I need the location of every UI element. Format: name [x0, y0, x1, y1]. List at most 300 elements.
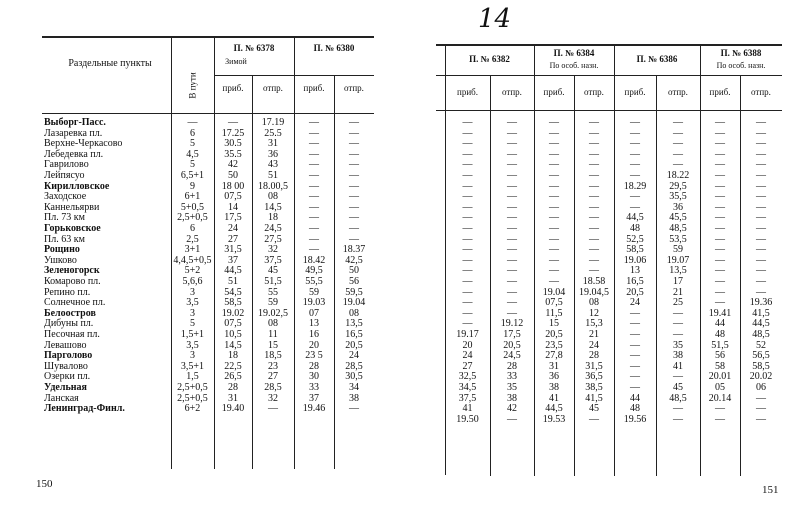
arr-6388-value: 20.01 [708, 371, 732, 383]
dep-6384-value: 28 [589, 350, 599, 362]
dep-6378-value: 36 [268, 148, 278, 160]
train-6384-header: П. № 6384 [553, 48, 595, 58]
dep-6382-value: — [507, 276, 517, 287]
arr-6388-value: — [715, 159, 725, 171]
dep-6378-value: 28,5 [264, 382, 282, 393]
arr-6388-value: 20.14 [708, 392, 732, 404]
arr-6384-value: 23,5 [545, 339, 563, 351]
in-way-value: 6+1 [184, 191, 201, 203]
arr-6388-value: — [715, 170, 725, 181]
dep-header-6378: отпр. [263, 83, 283, 93]
arr-6384-value: 15 [549, 318, 559, 330]
left-page-number: 150 [36, 478, 53, 490]
station-name: Репино пл. [44, 286, 91, 298]
dep-6378-value: 11 [268, 329, 278, 340]
station-name: Озерки пл. [44, 371, 91, 383]
in-way-value: 6 [190, 127, 195, 139]
dep-6388-value: 20.02 [749, 371, 773, 383]
dep-6382-value: 17,5 [503, 329, 521, 340]
arr-6386-value: 52,5 [626, 233, 644, 245]
arr-6386-value: 18.29 [623, 180, 647, 192]
arr-6378-value: 50 [228, 170, 238, 181]
arr-6388-value: — [715, 286, 725, 298]
arr-6378-value: 10,5 [224, 329, 242, 340]
arr-6382-value: 32,5 [458, 371, 477, 383]
arr-6382-value: — [462, 159, 473, 171]
arr-6388-value: 44 [715, 318, 725, 330]
arr-6384-value: — [549, 138, 559, 150]
arr-6380-value: — [309, 212, 319, 224]
station-name: Ленинград-Финл. [44, 403, 125, 415]
dep-6386-value: 21 [673, 286, 683, 298]
station-name: Ланская [44, 392, 79, 404]
arr-6378-value: 22,5 [224, 360, 242, 372]
dep-6380-value: 50 [349, 265, 359, 277]
dep-6386-value: 18.22 [666, 170, 690, 181]
in-way-value: 3 [190, 286, 195, 298]
dep-6382-value: — [507, 191, 517, 203]
dep-6388-value: — [756, 148, 766, 160]
dep-6388-value: 06 [756, 382, 766, 393]
station-name: Заходское [44, 191, 87, 203]
in-way-value: 3,5 [186, 297, 199, 309]
arr-6378-value: 19.40 [221, 403, 245, 415]
station-name: Гаврилово [44, 159, 89, 171]
arr-6378-value: — [228, 117, 238, 128]
arr-6386-value: — [630, 159, 640, 171]
dep-6382-value: — [507, 244, 517, 256]
dep-6384-value: — [589, 201, 599, 213]
dep-6378-value: 55 [268, 286, 278, 298]
arr-6378-value: 17.25 [221, 127, 245, 139]
arr-6380-value: 07 [309, 307, 319, 319]
station-name: Дибуны пл. [44, 318, 94, 330]
arr-6378-value: 35.5 [224, 148, 242, 160]
arr-6378-value: 42 [228, 159, 238, 171]
arr-6378-value: 28 [228, 382, 238, 393]
arr-6384-value: 19.53 [542, 413, 566, 425]
station-name: Кирилловское [44, 180, 110, 192]
dep-6384-value: 36,5 [585, 371, 603, 383]
dep-6378-value: — [268, 403, 278, 415]
arr-6384-value: 38 [549, 382, 559, 393]
dep-6380-value: — [349, 127, 359, 139]
dep-6388-value: — [756, 138, 766, 150]
dep-6380-value: 38 [349, 392, 359, 404]
arr-6386-value: 58,5 [626, 244, 644, 256]
dep-6380-value: 24 [349, 350, 359, 362]
dep-6382-value: 33 [507, 371, 517, 383]
dep-6378-value: 27,5 [264, 233, 282, 245]
arr-6378-value: 30.5 [224, 138, 242, 150]
dep-6382-value: 24,5 [503, 350, 521, 362]
arr-6384-value: — [549, 244, 559, 256]
dep-6386-value: 36 [673, 201, 683, 213]
arr-6382-value: — [462, 307, 473, 319]
dep-6388-value: — [756, 392, 766, 404]
arr-6388-value: — [715, 191, 725, 203]
train-6382-header: П. № 6382 [469, 54, 510, 64]
dep-6388-value: — [756, 170, 766, 181]
in-way-value: — [187, 117, 198, 128]
dep-6378-value: 43 [268, 159, 278, 171]
arr-6386-value: — [630, 360, 640, 372]
dep-6382-value: — [507, 233, 517, 245]
dep-6378-value: 37,5 [264, 254, 282, 266]
arr-6382-value: — [462, 254, 473, 266]
dep-6386-value: — [673, 318, 683, 330]
arr-6382-value: — [462, 244, 473, 256]
handwritten-mark: 14 [478, 4, 512, 34]
dep-6382-value: — [507, 159, 517, 171]
dep-6386-value: 17 [673, 276, 683, 287]
arr-6380-value: 30 [309, 371, 319, 383]
arr-6378-value: 07,5 [224, 318, 242, 330]
arr-6386-value: 44,5 [626, 212, 644, 224]
dep-6384-value: — [589, 223, 599, 234]
arr-6380-value: — [309, 180, 319, 192]
in-way-value: 2,5+0,5 [177, 212, 208, 224]
dep-6380-value: — [349, 233, 359, 245]
train-6384-note: По особ. назн. [549, 61, 599, 70]
dep-6384-value: 18.58 [582, 276, 606, 287]
dep-6378-value: 23 [268, 360, 278, 372]
arr-6380-value: — [309, 233, 319, 245]
dep-6388-value: 56,5 [752, 350, 770, 362]
arr-6386-value: — [630, 350, 640, 362]
arr-6388-value: — [715, 244, 725, 256]
arr-6386-value: 20,5 [626, 286, 644, 298]
dep-6384-value: 45 [589, 403, 599, 415]
dep-header-6388: отпр. [751, 87, 771, 97]
dep-6380-value: 20,5 [345, 339, 363, 351]
arr-6382-value: — [462, 265, 473, 277]
arr-6382-value: 41 [462, 403, 473, 415]
dep-6382-value: — [507, 180, 517, 192]
dep-6384-value: — [589, 265, 599, 277]
arr-6384-value: 44,5 [545, 403, 563, 415]
arr-6384-value: — [549, 212, 559, 224]
dep-6386-value: 35,5 [669, 191, 687, 203]
dep-6384-value: 08 [589, 297, 599, 309]
arr-header-6382: приб. [457, 87, 478, 97]
arr-6380-value: 23 5 [305, 350, 323, 362]
in-way-value: 1,5+1 [180, 329, 205, 340]
arr-6378-value: 18 00 [221, 180, 245, 192]
arr-6386-value: 13 [630, 265, 640, 277]
arr-6382-value: — [462, 180, 473, 192]
arr-6380-value: 49,5 [305, 265, 323, 277]
dep-6386-value: — [673, 413, 683, 425]
dep-6378-value: 27 [268, 371, 278, 383]
arr-6380-value: 19.03 [302, 297, 326, 309]
dep-6388-value: 44,5 [752, 318, 770, 330]
dep-6380-value: — [349, 148, 359, 160]
arr-6378-value: 14,5 [224, 339, 242, 351]
arr-6378-value: 54,5 [224, 286, 242, 298]
arr-6382-value: — [462, 127, 473, 139]
arr-6384-value: — [549, 223, 559, 234]
dep-6382-value: — [507, 148, 517, 160]
arr-6384-value: — [549, 254, 559, 266]
station-name: Ушково [44, 254, 77, 266]
arr-6378-value: 14 [228, 201, 238, 213]
arr-6384-value: 19.04 [542, 286, 566, 298]
arr-6384-value: — [549, 148, 559, 160]
dep-6386-value: — [673, 127, 683, 139]
dep-6378-value: 08 [268, 318, 278, 330]
dep-6382-value: 28 [507, 360, 517, 372]
dep-6380-value: 56 [349, 276, 359, 287]
dep-6386-value: 25 [673, 297, 683, 309]
arr-6384-value: 41 [549, 392, 559, 404]
station-name: Парголово [44, 350, 93, 362]
dep-6384-value: 24 [589, 339, 599, 351]
dep-6380-value: — [349, 201, 359, 213]
arr-6388-value: — [715, 212, 725, 224]
arr-6380-value: 16 [309, 329, 319, 340]
right-header-bottom-rule [436, 110, 782, 111]
arr-6388-value: — [715, 233, 725, 245]
dep-6388-value: — [756, 127, 766, 139]
station-name: Горьковское [44, 223, 101, 234]
arr-6378-value: 51 [228, 276, 238, 287]
dep-6384-value: — [589, 191, 599, 203]
arr-6388-value: 48 [715, 329, 725, 340]
arr-6382-value: 20 [462, 339, 473, 351]
arr-6388-value: — [715, 254, 725, 266]
dep-6386-value: — [673, 159, 683, 171]
arr-header-6380: приб. [303, 83, 325, 93]
train-6388-note: По особ. назн. [716, 61, 766, 70]
arr-6386-value: 48 [630, 223, 640, 234]
arr-6384-value: — [549, 127, 559, 139]
dep-6388-value: — [756, 159, 766, 171]
dep-6388-value: — [756, 254, 766, 266]
arr-6380-value: 28 [309, 360, 319, 372]
arr-6380-value: — [309, 170, 319, 181]
dep-6378-value: 25.5 [264, 127, 282, 139]
arr-6382-value: — [462, 117, 473, 128]
dep-6388-value: 19.36 [749, 297, 773, 309]
arr-6386-value: — [630, 201, 640, 213]
station-name: Каннельярви [44, 201, 100, 213]
arr-6378-value: 37 [228, 254, 238, 266]
dep-6382-value: — [507, 223, 517, 234]
dep-6388-value: 48,5 [752, 329, 770, 340]
dep-6378-value: 19.02,5 [258, 307, 288, 319]
dep-6380-value: 08 [349, 307, 359, 319]
dep-6380-value: 18.37 [342, 244, 366, 256]
arr-6382-value: 34,5 [458, 382, 477, 393]
dep-6380-value: 28,5 [345, 360, 363, 372]
arr-6384-value: — [549, 191, 559, 203]
in-way-value: 4,4,5+0,5 [173, 254, 212, 266]
dep-6386-value: 45 [673, 382, 683, 393]
dep-header-6380: отпр. [344, 83, 364, 93]
arr-header-6384: приб. [543, 87, 565, 97]
arr-6384-value: — [549, 265, 559, 277]
arr-6378-value: 26,5 [224, 371, 242, 383]
dep-6380-value: 59,5 [345, 286, 363, 298]
dep-6386-value: 38 [673, 350, 683, 362]
dep-6388-value: — [756, 233, 766, 245]
in-way-value: 2,5+0,5 [177, 382, 208, 393]
arr-6382-value: — [462, 170, 473, 181]
dep-6378-value: 18,5 [264, 350, 282, 362]
train-6386-header: П. № 6386 [636, 54, 678, 64]
arr-6384-value: — [549, 170, 559, 181]
arr-6386-value: — [630, 148, 640, 160]
dep-6388-value: 52 [756, 339, 766, 351]
in-way-value: 3 [190, 307, 195, 319]
dep-6382-value: — [507, 170, 517, 181]
dep-6384-value: — [589, 148, 599, 160]
dep-6378-value: 24,5 [264, 223, 282, 234]
arr-6378-value: 44,5 [224, 265, 242, 277]
in-way-header: В пути [187, 72, 198, 99]
arr-6388-value: — [715, 138, 725, 150]
station-name: Пл. 73 км [44, 212, 85, 224]
station-name: Лазаревка пл. [44, 127, 103, 139]
arr-6378-value: 31,5 [224, 244, 242, 256]
in-way-value: 1,5 [186, 371, 199, 383]
arr-6388-value: — [715, 127, 725, 139]
in-way-value: 3,5+1 [180, 360, 205, 372]
station-name: Белоостров [44, 307, 96, 319]
train-6378-note: Зимой [225, 57, 247, 66]
dep-6380-value: — [349, 170, 359, 181]
dep-6382-value: 20,5 [503, 339, 521, 351]
arr-6384-value: — [549, 159, 559, 171]
arr-6380-value: — [309, 159, 319, 171]
in-way-value: 3+1 [184, 244, 201, 256]
arr-6388-value: — [715, 117, 725, 128]
in-way-value: 5 [190, 138, 195, 150]
dep-6386-value: — [673, 403, 683, 415]
arr-6386-value: — [630, 318, 640, 330]
dep-6382-value: — [507, 201, 517, 213]
dep-6380-value: 16,5 [345, 329, 363, 340]
arr-6380-value: 19.46 [302, 403, 326, 415]
arr-6388-value: — [715, 180, 725, 192]
dep-6378-value: 18 [268, 212, 278, 224]
dep-6384-value: — [589, 180, 599, 192]
dep-6378-value: 15 [268, 339, 278, 351]
dep-6382-value: 19.12 [500, 318, 524, 330]
dep-6382-value: 38 [507, 392, 517, 404]
in-way-value: 9 [190, 180, 195, 192]
arr-6386-value: 24 [630, 297, 640, 309]
dep-6386-value: — [673, 138, 683, 150]
arr-6384-value: — [549, 117, 559, 128]
arr-6380-value: — [309, 191, 319, 203]
dep-6386-value: 48,5 [669, 223, 687, 234]
dep-6384-value: — [589, 170, 599, 181]
dep-6388-value: 58,5 [752, 360, 770, 372]
station-name: Лейпясуо [44, 170, 85, 181]
arr-6388-value: 19.41 [708, 307, 732, 319]
arr-6382-value: — [462, 297, 473, 309]
arr-6386-value: — [630, 329, 640, 340]
arr-6382-value: — [462, 276, 473, 287]
station-name: Лебедевка пл. [44, 148, 104, 160]
arr-6386-value: — [630, 117, 640, 128]
dep-6384-value: — [589, 138, 599, 150]
station-name: Выборг-Пасс. [44, 117, 106, 128]
dep-6380-value: 42,5 [345, 254, 363, 266]
arr-6382-value: 27 [462, 360, 473, 372]
dep-6380-value: — [349, 191, 359, 203]
right-top-rule [436, 44, 782, 46]
arr-6380-value: 55,5 [305, 276, 323, 287]
dep-6382-value: 35 [507, 382, 517, 393]
arr-6386-value: — [630, 127, 640, 139]
station-name: Песочная пл. [44, 329, 100, 340]
dep-6386-value: 19.07 [666, 254, 690, 266]
arr-6388-value: — [715, 201, 725, 213]
arr-6382-value: — [462, 286, 473, 298]
in-way-value: 6+2 [184, 403, 201, 415]
arr-6382-value: 24 [462, 350, 473, 362]
dep-6386-value: — [673, 371, 683, 383]
dep-6388-value: — [756, 180, 766, 192]
arr-6382-value: — [462, 138, 473, 150]
arr-header-6386: приб. [624, 87, 646, 97]
dep-6386-value: — [673, 148, 683, 160]
in-way-value: 5 [190, 159, 195, 171]
right-page-number: 151 [762, 484, 779, 496]
arr-6378-value: 27 [228, 233, 238, 245]
in-way-value: 2,5 [186, 233, 199, 245]
dep-6384-value: — [589, 254, 599, 266]
dep-6380-value: — [349, 180, 359, 192]
station-name: Зеленогорск [44, 265, 100, 277]
station-name: Рощино [44, 244, 80, 256]
dep-6378-value: 45 [268, 265, 278, 277]
dep-6380-value: — [349, 138, 359, 150]
arr-6386-value: — [630, 307, 640, 319]
dep-6382-value: — [507, 117, 517, 128]
arr-6384-value: 11,5 [545, 307, 563, 319]
dep-6386-value: 13,5 [669, 265, 687, 277]
arr-6382-value: — [462, 148, 473, 160]
in-way-value: 5+2 [184, 265, 201, 277]
arr-6382-value: 19.50 [456, 413, 479, 425]
arr-6388-value: — [715, 297, 725, 309]
arr-6382-value: — [462, 223, 473, 234]
dep-6388-value: — [756, 413, 766, 425]
in-way-value: 5+0,5 [180, 201, 205, 213]
dep-6380-value: 34 [349, 382, 359, 393]
dep-6386-value: — [673, 117, 683, 128]
dep-6382-value: — [507, 286, 517, 298]
dep-6384-value: — [589, 117, 599, 128]
dep-6384-value: — [589, 212, 599, 224]
dep-6382-value: — [507, 127, 517, 139]
arr-6380-value: — [309, 244, 319, 256]
arr-6386-value: — [630, 170, 640, 181]
dep-6384-value: — [589, 159, 599, 171]
dep-6378-value: 32 [268, 244, 278, 256]
station-name: Солнечное пл. [44, 297, 106, 309]
dep-6384-value: — [589, 127, 599, 139]
dep-header-6386: отпр. [668, 87, 688, 97]
arr-6384-value: 07,5 [545, 297, 563, 309]
in-way-value: 6 [190, 223, 195, 234]
arr-6382-value: — [462, 233, 473, 245]
arr-6384-value: — [549, 180, 559, 192]
